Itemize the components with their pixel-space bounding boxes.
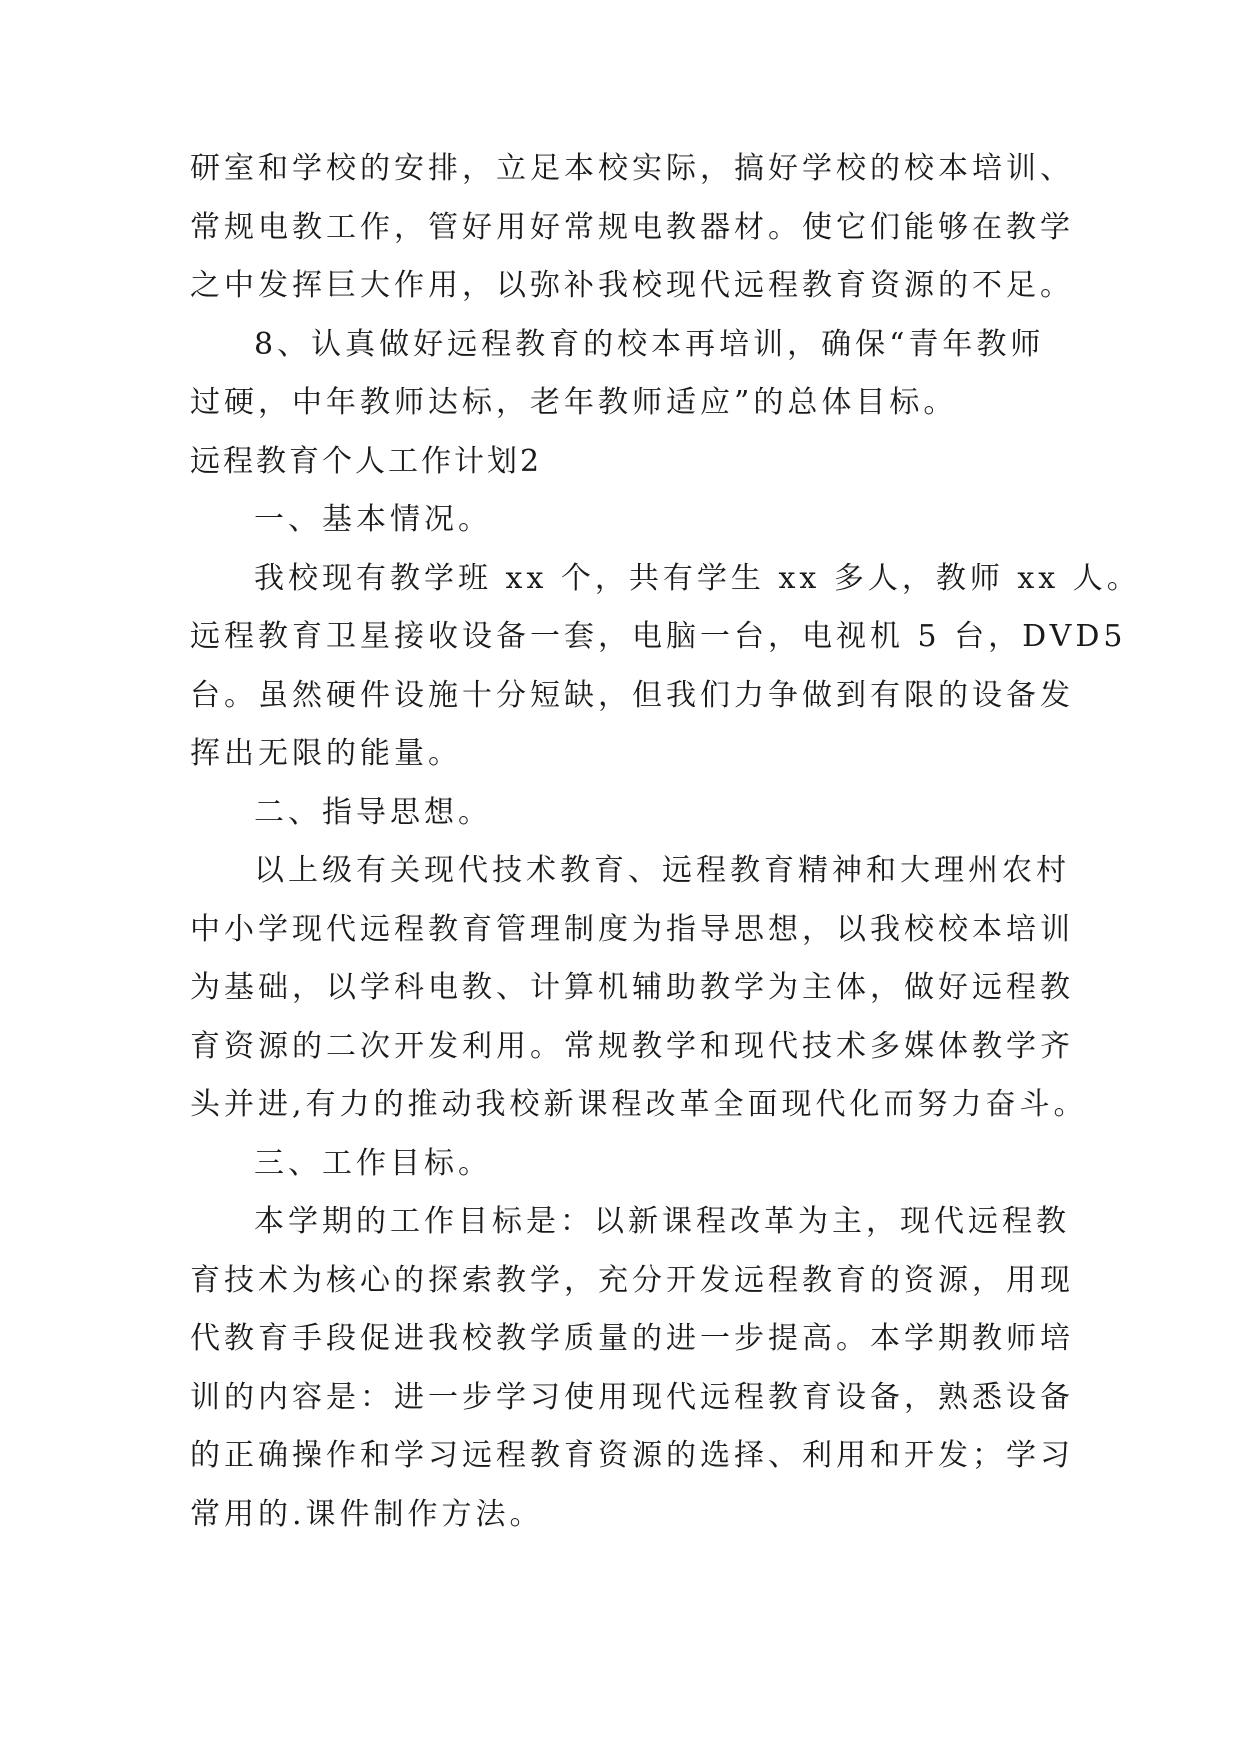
text-line: 挥出无限的能量。 <box>190 736 462 771</box>
text-line: 常用的.课件制作方法。 <box>190 1496 544 1532</box>
text-line: 以上级有关现代技术教育、远程教育精神和大理州农村 <box>254 853 1070 888</box>
text-line: 训的内容是：进一步学习使用现代远程教育设备，熟悉设备 <box>190 1379 1074 1415</box>
text-line: 本学期的工作目标是：以新课程改革为主，现代远程教 <box>254 1204 1070 1239</box>
section-heading: 一、基本情况。 <box>254 502 492 537</box>
section-heading: 二、指导思想。 <box>254 794 492 830</box>
section-heading: 三、工作目标。 <box>254 1145 492 1181</box>
document-body <box>190 140 1141 1544</box>
text-line: 8、认真做好远程教育的校本再培训，确保“青年教师 <box>254 326 1045 362</box>
text-line: 研室和学校的安排，立足本校实际，搞好学校的校本培训、 <box>190 151 1074 186</box>
text-line: 远程教育卫星接收设备一套，电脑一台，电视机 5 台，DVD5 <box>190 619 1127 654</box>
text-line: 常规电教工作，管好用好常规电教器材。使它们能够在教学 <box>190 209 1074 245</box>
text-line: 之中发挥巨大作用，以弥补我校现代远程教育资源的不足。 <box>190 268 1074 303</box>
text-line: 的正确操作和学习远程教育资源的选择、利用和开发；学习 <box>190 1438 1074 1473</box>
text-line: 头并进,有力的推动我校新课程改革全面现代化而努力奋斗。 <box>190 1087 1088 1122</box>
text-line: 为基础，以学科电教、计算机辅助教学为主体，做好远程教 <box>190 970 1074 1005</box>
text-line: 代教育手段促进我校教学质量的进一步提高。本学期教师培 <box>190 1321 1074 1356</box>
text-line: 台。虽然硬件设施十分短缺，但我们力争做到有限的设备发 <box>190 677 1074 713</box>
text-line: 过硬，中年教师达标，老年教师适应”的总体目标。 <box>190 385 958 420</box>
section-title: 远程教育个人工作计划2 <box>190 443 543 479</box>
text-line: 中小学现代远程教育管理制度为指导思想，以我校校本培训 <box>190 911 1074 947</box>
text-line: 育技术为核心的探索教学，充分开发远程教育的资源，用现 <box>190 1262 1074 1298</box>
text-line: 育资源的二次开发利用。常规教学和现代技术多媒体教学齐 <box>190 1028 1074 1064</box>
text-line: 我校现有教学班 xx 个，共有学生 xx 多人，教师 xx 人。 <box>254 560 1141 596</box>
